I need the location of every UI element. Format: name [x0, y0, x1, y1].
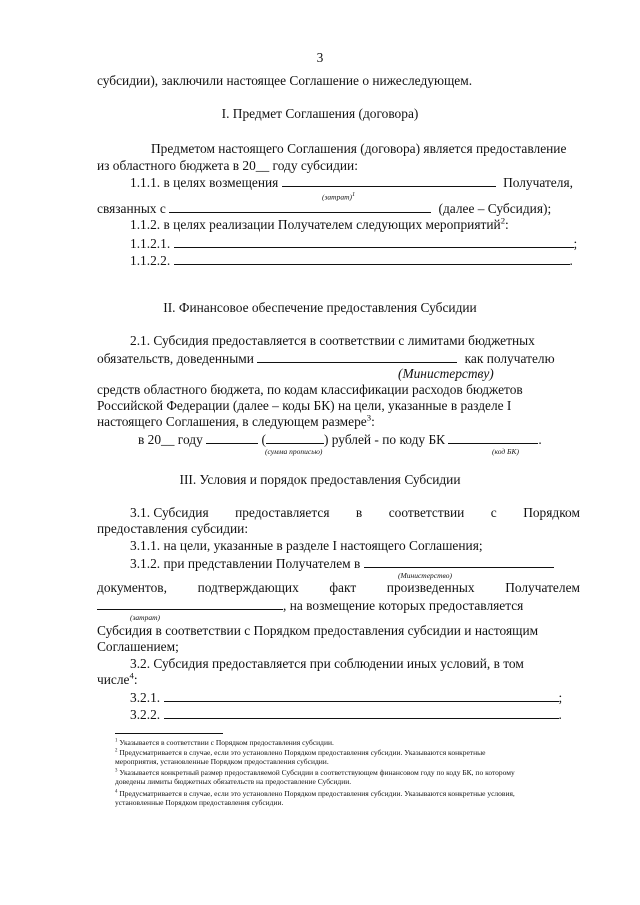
paragraph-2-1-line-3: средств областного бюджета, по кодам классификации расходов бюджетов: [97, 382, 523, 397]
clause-3-2-2: 3.2.2. .: [130, 707, 562, 722]
obyazatelstv-text: обязательств, доведенными: [97, 351, 254, 366]
clause-1-1-1-tail: Получателя,: [503, 175, 573, 190]
blank-field[interactable]: [206, 431, 258, 444]
note-zatrat-2: (затрат): [130, 613, 161, 622]
footnote-4: $^4$ Предусматривается в случае, если это установлено Порядком предоставления субсидии. Указываются конкретные условия, установленные Порядком предоставления субсидии.: [115, 789, 515, 807]
clause-3-2-1: 3.2.1. ;: [130, 690, 563, 705]
sum-line: в 20__ году ( ) рублей - по коду БК .: [138, 432, 542, 447]
clause-3-1-2-line-4: Субсидия в соответствии с Порядком предоставления субсидии и настоящим: [97, 623, 539, 638]
clause-3-1-2-line-3: , на возмещение которых предоставляется: [97, 597, 523, 614]
clause-3-1-2: [130, 555, 554, 572]
svyazannyh-line: [97, 200, 551, 217]
blank-field[interactable]: [164, 689, 559, 702]
svyazannyh-text: связанных с: [97, 201, 166, 216]
paragraph-2-1-line-5: настоящего Соглашения, в следующем размере$^3$:: [97, 412, 375, 429]
paragraph-3-1-line-1: 3.1. Субсидия предоставляется в соответствии с Порядком: [130, 505, 580, 520]
clause-3-1-2-line-2: документов, подтверждающих факт произведенных Получателем: [97, 580, 580, 595]
blank-field[interactable]: [282, 174, 496, 187]
paragraph-2-1-line-4: Российской Федерации (далее – коды БК) на цели, указанные в разделе I: [97, 398, 512, 413]
note-summa: (сумма прописью): [265, 447, 323, 456]
paragraph-3-2-line-1: 3.2. Субсидия предоставляется при соблюдении иных условий, в том: [130, 656, 524, 671]
footnote-divider: [115, 733, 223, 734]
clause-1-1-1-text: 1.1.1. в целях возмещения: [130, 175, 279, 190]
paragraph-3-2-line-2: числе$^4$:: [97, 670, 138, 687]
blank-field[interactable]: [97, 597, 283, 610]
note-ministerstvo: (Министерство): [398, 571, 452, 580]
clause-3-2-2-num: 3.2.2.: [130, 707, 161, 722]
blank-field[interactable]: [266, 431, 324, 444]
footnote-3: $^3$ Указывается конкретный размер предоставляемой Субсидии в соответствующем финансовом году по коду БК, по которому доведены лимиты бюджетных обязательств на предоставление Субсидии.: [115, 768, 515, 786]
clause-1-1-1: [130, 174, 573, 191]
section-2-title: II. Финансовое обеспечение предоставления Субсидии: [163, 300, 477, 315]
clause-1-1-2-2: 1.1.2.2. .: [130, 253, 573, 268]
blank-field[interactable]: [257, 350, 457, 363]
kak-poluchatelyu-text: как получателю: [464, 351, 555, 366]
blank-field[interactable]: [174, 235, 574, 248]
blank-field[interactable]: [174, 252, 570, 265]
section-3-title: III. Условия и порядок предоставления Субсидии: [179, 472, 461, 487]
footnote-2: $^2$ Предусматривается в случае, если это установлено Порядком предоставления субсидии. Указываются конкретные мероприятия, установленные Порядком предоставления субсидии.: [115, 748, 486, 766]
paragraph-3-1-line-2: предоставления субсидии:: [97, 521, 249, 536]
clause-3-1-2-line-5: Соглашением;: [97, 639, 179, 654]
clause-1-1-2-1: 1.1.2.1. ;: [130, 236, 578, 251]
clause-1-1-2-1-num: 1.1.2.1.: [130, 236, 171, 251]
paragraph-1-line-2: из областного бюджета в 20__ году субсидии:: [97, 158, 358, 173]
clause-3-2-1-num: 3.2.1.: [130, 690, 161, 705]
note-ministerstvu: (Министерству): [398, 366, 494, 381]
note-kod-bk: (код БК): [492, 447, 519, 456]
blank-field[interactable]: [169, 200, 431, 213]
blank-field[interactable]: [364, 555, 554, 568]
blank-field[interactable]: [164, 706, 559, 719]
clause-1-1-2: 1.1.2. в целях реализации Получателем следующих мероприятий$^2$:: [130, 215, 509, 232]
paragraph-1-line-1: Предметом настоящего Соглашения (договора) является предоставление: [151, 141, 567, 156]
paragraph-2-1-line-2: [97, 350, 555, 367]
section-1-title: I. Предмет Соглашения (договора): [221, 106, 419, 121]
page-number: 3: [316, 50, 324, 65]
year-text: в 20__ году: [138, 432, 203, 447]
intro-line: субсидии), заключили настоящее Соглашение о нижеследующем.: [97, 73, 473, 88]
footnote-1: $^1$ Указывается в соответствии с Порядком предоставления субсидии.: [115, 738, 334, 747]
blank-field[interactable]: [448, 431, 538, 444]
clause-3-1-1: 3.1.1. на цели, указанные в разделе I настоящего Соглашения;: [130, 538, 483, 553]
clause-1-1-2-2-num: 1.1.2.2.: [130, 253, 171, 268]
svyazannyh-tail: (далее – Субсидия);: [438, 201, 552, 216]
clause-3-1-2-text: 3.1.2. при представлении Получателем в: [130, 556, 361, 571]
note-zatrat: (затрат)$^1$: [322, 191, 356, 202]
paragraph-2-1-line-1: 2.1. Субсидия предоставляется в соответствии с лимитами бюджетных: [130, 333, 535, 348]
